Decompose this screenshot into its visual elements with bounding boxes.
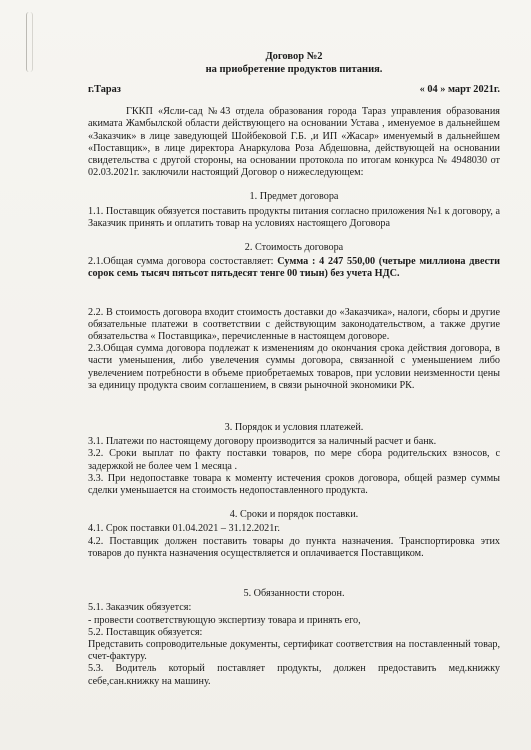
section-4-heading: 4. Сроки и порядок поставки. <box>229 509 359 521</box>
city: г.Тараз <box>88 84 121 95</box>
staple-mark <box>26 12 33 72</box>
contract-date: « 04 » март 2021г. <box>419 84 500 95</box>
clause-2-1-label: 2.1.Общая сумма договора состоставляет: <box>88 256 278 268</box>
spacer <box>88 281 500 307</box>
spacer <box>88 392 500 420</box>
clause-5-3: 5.3. Водитель который поставляет продукты, должен предоставить мед.книжку себе,сан.книжку на машину. <box>88 663 500 687</box>
clause-3-1: 3.1. Платежи по настоящему договору производится за наличный расчет и банк. <box>88 436 437 448</box>
clause-3-3: 3.3. При недопоставке товара к моменту истечения сроков договора, общей размер суммы сделки уменьшается на стоимость недопоставленного продукта. <box>88 472 500 497</box>
contract-sum: Сумма : 4 247 550,00 (четыре миллиона двести сорок семь тысяч пятьсот пятьдесят тенге 00 тиын) без учета НДС. <box>88 256 500 280</box>
clause-5-1-item: - провести соответствующую экспертизу товара и принять его, <box>88 614 361 626</box>
section-3-heading: 3. Порядок и условия платежей. <box>224 422 364 434</box>
clause-4-1: 4.1. Срок поставки 01.04.2021 – 31.12.2021г. <box>88 523 280 535</box>
clause-2-2: 2.2. В стоимость договора входит стоимость доставки до «Заказчика», налоги, сборы и другие обязательные платежи в соответствии с действующим законодательством, а также другие обязательства « Поставщика», перечисленные в настоящем договоре. <box>88 306 500 343</box>
place-date-row <box>88 84 500 96</box>
section-1-heading: 1. Предмет договора <box>249 191 339 203</box>
clause-2-3: 2.3.Общая сумма договора подлежат к изменениям до окончания срока действия договора, в части уменьшения, либо увелечения суммы договора, связанной с уменьшением либо увелечением потребности в объеме приобретаемых товаров, при условии неизменности цены за единицу продукта своим соглашением, в связи рыночной экономики РК. <box>88 343 500 391</box>
clause-5-1: 5.1. Заказчик обязуется: <box>88 602 192 614</box>
clause-3-2: 3.2. Сроки выплат по факту поставки товаров, по мере сбора родительских взносов, с задержкой не более чем 1 месяца . <box>88 448 500 472</box>
spacer <box>88 560 500 586</box>
clause-1-1: 1.1. Поставщик обязуется поставить продукты питания согласно приложения №1 к договору, а Заказчик принять и оплатить товар на условиях настоящего Договора <box>88 205 500 229</box>
contract-title: Договор №2 <box>265 51 323 62</box>
clause-5-2: 5.2. Поставщик обязуется: <box>88 626 203 638</box>
clause-2-1 <box>88 256 500 280</box>
section-5-heading: 5. Обязанности сторон. <box>243 588 345 600</box>
document-body <box>88 50 500 688</box>
section-2-heading: 2. Стоимость договора <box>244 242 344 254</box>
contract-subtitle: на приобретение продуктов питания. <box>205 64 383 75</box>
intro-paragraph: ГККП «Ясли-сад №43 отдела образования города Тараз управления образования акимата Жамбылской области действующего на основании Устава , именуемое в дальнейшем «Заказчик» в лице заведующей Шойбековой Г.Б. ,и ИП «Жасар» именуемый в дальнейшем «Поставщик», в лице директора Анаркулова Роза Абдешовна, действующей на основании свидетельства с другой стороны, на основании протокола по итогам конкурса № 4948030 от 02.03.2021г. заключили настоящий Договор о нижеследующем: <box>88 106 500 179</box>
clause-4-2: 4.2. Поставщик должен поставить товары до пункта назначения. Транспортировка этих товаров до пункта назначения осуществляется и оплачивается Поставщиком. <box>88 535 500 559</box>
clause-5-2-item: Представить сопроводительные документы, сертификат соответствия на поставленный товар, счет-фактуру. <box>88 638 500 663</box>
